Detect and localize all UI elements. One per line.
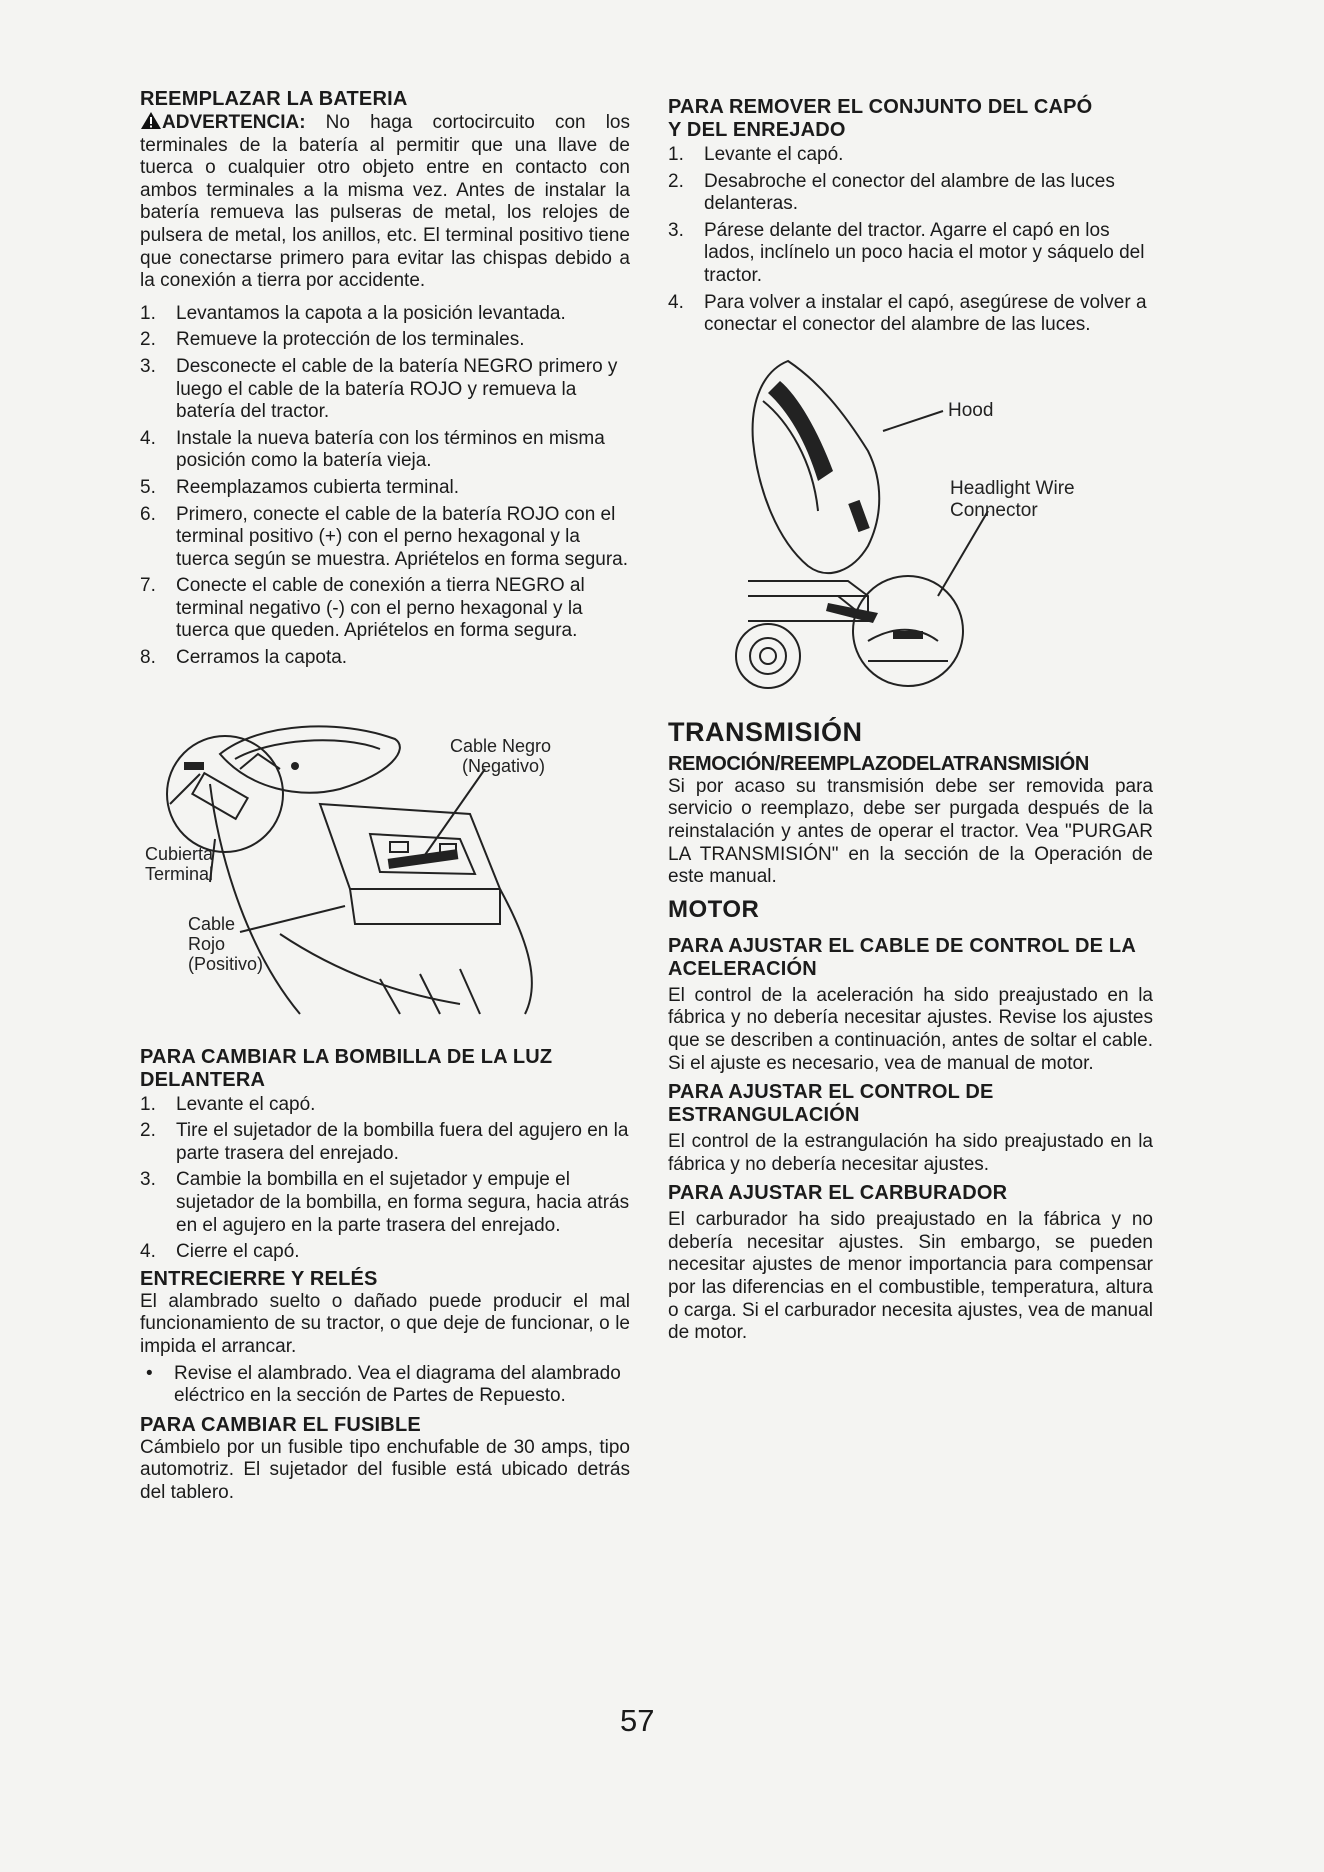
- choke-title: PARA AJUSTAR EL CONTROL DE ESTRANGULACIÓN: [668, 1081, 994, 1127]
- left-column: [140, 88, 630, 1505]
- fuse-title: PARA CAMBIAR EL FUSIBLE: [140, 1413, 421, 1436]
- label-cable: Cable: [188, 913, 236, 934]
- step-text: Cambie la bombilla en el sujetador y empuje el sujetador de la bombilla, en forma segura, hacia atrás en el agujero en la parte trasera del enrejado.: [176, 1169, 630, 1236]
- motor-heading: MOTOR: [668, 895, 760, 923]
- step-text: Cierre el capó.: [176, 1241, 300, 1263]
- bulb-step: [140, 1094, 630, 1117]
- step-number: 2.: [668, 170, 684, 192]
- step-text: Reemplazamos cubierta terminal.: [176, 476, 460, 498]
- wiring-bullet: • Revise el alambrado. Vea el diagrama del alambrado eléctrico en la sección de Partes de Repuesto.: [146, 1362, 621, 1407]
- step-number: 1.: [668, 144, 684, 165]
- step-text: Conecte el cable de conexión a tierra NEGRO al terminal negativo (-) con el perno hexagonal y la tuerca que queden. Apriételos en forma segura.: [176, 575, 585, 642]
- step-number: 1.: [140, 1093, 156, 1115]
- step-number: 1.: [140, 302, 156, 324]
- step-text: Desconecte el cable de la batería NEGRO primero y luego el cable de la batería ROJO y remueva la batería del tractor.: [176, 355, 618, 423]
- label-terminal: Terminal: [145, 863, 214, 884]
- step-text: Para volver a instalar el capó, asegúrese de volver a conectar el conector del alambre de las luces.: [704, 291, 1147, 336]
- hood-step: [668, 220, 1153, 288]
- step-number: 4.: [140, 1241, 156, 1263]
- battery-illustration: [140, 714, 630, 1032]
- hood-step: [668, 171, 1153, 216]
- label-connector: Connector: [950, 499, 1038, 521]
- transmission-text: Si por acaso su transmisión debe ser removida para servicio o reemplazo, debe ser purgada después de la reinstalación y antes de operar el tractor. Vea "PURGAR LA TRANSMISIÓN" en la sección de la Operación de este manual.: [668, 775, 1153, 888]
- step-text: Instale la nueva batería con los términos en misma posición como la batería vieja.: [176, 427, 605, 472]
- bulb-title: PARA CAMBIAR LA BOMBILLA DE LA LUZ DELANTERA: [140, 1045, 553, 1091]
- step-number: 4.: [140, 427, 156, 449]
- step-text: Párese delante del tractor. Agarre el capó en los lados, inclínelo un poco hacia el motor y sáquelo del tractor.: [704, 219, 1145, 286]
- page-number: 57: [620, 1703, 655, 1738]
- bulb-step: [140, 1169, 630, 1237]
- label-rojo: Rojo: [188, 933, 226, 954]
- battery-step: [140, 477, 630, 500]
- step-number: 8.: [140, 647, 156, 669]
- label-positivo: (Positivo): [188, 953, 264, 974]
- battery-step: [140, 303, 630, 326]
- battery-warning: [140, 111, 630, 293]
- battery-figure: [140, 714, 630, 1032]
- step-text: Desabroche el conector del alambre de las luces delanteras.: [704, 170, 1115, 215]
- step-text: Levante el capó.: [704, 144, 844, 165]
- hood-steps-list: [668, 144, 1153, 337]
- label-negativo: (Negativo): [462, 755, 546, 776]
- step-text: Remueve la protección de los terminales.: [176, 329, 525, 351]
- warning-triangle-icon: [140, 111, 162, 130]
- battery-step: [140, 428, 630, 473]
- step-number: 6.: [140, 503, 156, 525]
- step-text: Cerramos la capota.: [176, 647, 348, 669]
- step-number: 2.: [140, 1120, 156, 1142]
- step-text: Primero, conecte el cable de la batería ROJO con el terminal positivo (+) con el perno hexagonal y la tuerca según se muestra. Apriételos en forma segura.: [176, 503, 629, 570]
- throttle-title: PARA AJUSTAR EL CABLE DE CONTROL DE LA ACELERACIÓN: [668, 934, 1136, 980]
- bulb-steps-list: [140, 1094, 630, 1264]
- hood-step: [668, 144, 1153, 167]
- carburetor-title: PARA AJUSTAR EL CARBURADOR: [668, 1182, 1008, 1205]
- hood-figure: [668, 341, 1153, 711]
- label-cable-negro: Cable Negro: [450, 735, 552, 756]
- battery-step: [140, 504, 630, 572]
- choke-text: El control de la estrangulación ha sido preajustado en la fábrica y no debería necesitar ajustes.: [668, 1131, 1153, 1175]
- bulb-step: [140, 1120, 630, 1165]
- step-number: 5.: [140, 476, 156, 498]
- hood-illustration: [668, 341, 1153, 711]
- wiring-bullets: [140, 1363, 630, 1408]
- wiring-text: El alambrado suelto o dañado puede producir el mal funcionamiento de su tractor, o que deje de funcionar, o le impida el arrancar.: [140, 1290, 630, 1357]
- step-number: 3.: [140, 355, 156, 377]
- battery-step: [140, 575, 630, 643]
- battery-step: [140, 647, 630, 670]
- step-text: Tire el sujetador de la bombilla fuera del agujero en la parte trasera del enrejado.: [176, 1120, 629, 1164]
- right-column: [668, 96, 1153, 1345]
- transmission-subtitle: REMOCIÓN/REEMPLAZODELATRANSMISIÓN: [668, 752, 1089, 775]
- wiring-title: ENTRECIERRE Y RELÉS: [140, 1267, 378, 1290]
- transmission-heading: TRANSMISIÓN: [668, 716, 863, 747]
- battery-step: [140, 329, 630, 352]
- warning-text: No haga cortocircuito con los terminales de la batería al permitir que una llave de tuerca o cualquier otro objeto entre en contacto con ambos terminales a la misma vez. Antes de instalar la batería remueva las pulseras de metal, los relojes de pulsera de metal, los anillos, etc. El terminal positivo tiene que conectarse primero para evitar las chispas debido a la conexión a tierra por accidente.: [140, 112, 630, 292]
- battery-steps-list: [140, 303, 630, 670]
- hood-step: [668, 292, 1153, 337]
- label-headlight-wire: Headlight Wire: [950, 477, 1075, 499]
- bulb-step: [140, 1241, 630, 1264]
- label-cubierta: Cubierta: [145, 843, 214, 864]
- step-text: Levantamos la capota a la posición levantada.: [176, 302, 566, 324]
- step-number: 3.: [668, 219, 684, 241]
- step-number: 4.: [668, 291, 684, 313]
- step-number: 3.: [140, 1169, 156, 1191]
- hood-title-line1: PARA REMOVER EL CONJUNTO DEL CAPÓ: [668, 96, 1093, 118]
- battery-title: REEMPLAZAR LA BATERIA: [140, 88, 408, 110]
- carburetor-text: El carburador ha sido preajustado en la fábrica y no debería necesitar ajustes. Sin embargo, se pueden necesitar ajustes de menor importancia para compensar por las diferencias en el combustible, temperatura, altura o carga. Si el carburador necesita ajustes, vea de manual de motor.: [668, 1209, 1153, 1344]
- throttle-text: El control de la aceleración ha sido preajustado en la fábrica y no debería necesitar ajustes. Revise los ajustes que se describen a continuación, antes de soltar el cable. Si el ajuste es necesario, vea de manual de motor.: [668, 984, 1153, 1074]
- battery-step: [140, 356, 630, 424]
- label-hood: Hood: [948, 399, 994, 421]
- step-number: 7.: [140, 575, 156, 597]
- step-number: 2.: [140, 329, 156, 351]
- warning-label: ADVERTENCIA:: [162, 112, 306, 133]
- fuse-text: Cámbielo por un fusible tipo enchufable de 30 amps, tipo automotriz. El sujetador del fusible está ubicado detrás del tablero.: [140, 1436, 630, 1503]
- hood-title-line2: Y DEL ENREJADO: [668, 119, 846, 141]
- step-text: Levante el capó.: [176, 1093, 316, 1115]
